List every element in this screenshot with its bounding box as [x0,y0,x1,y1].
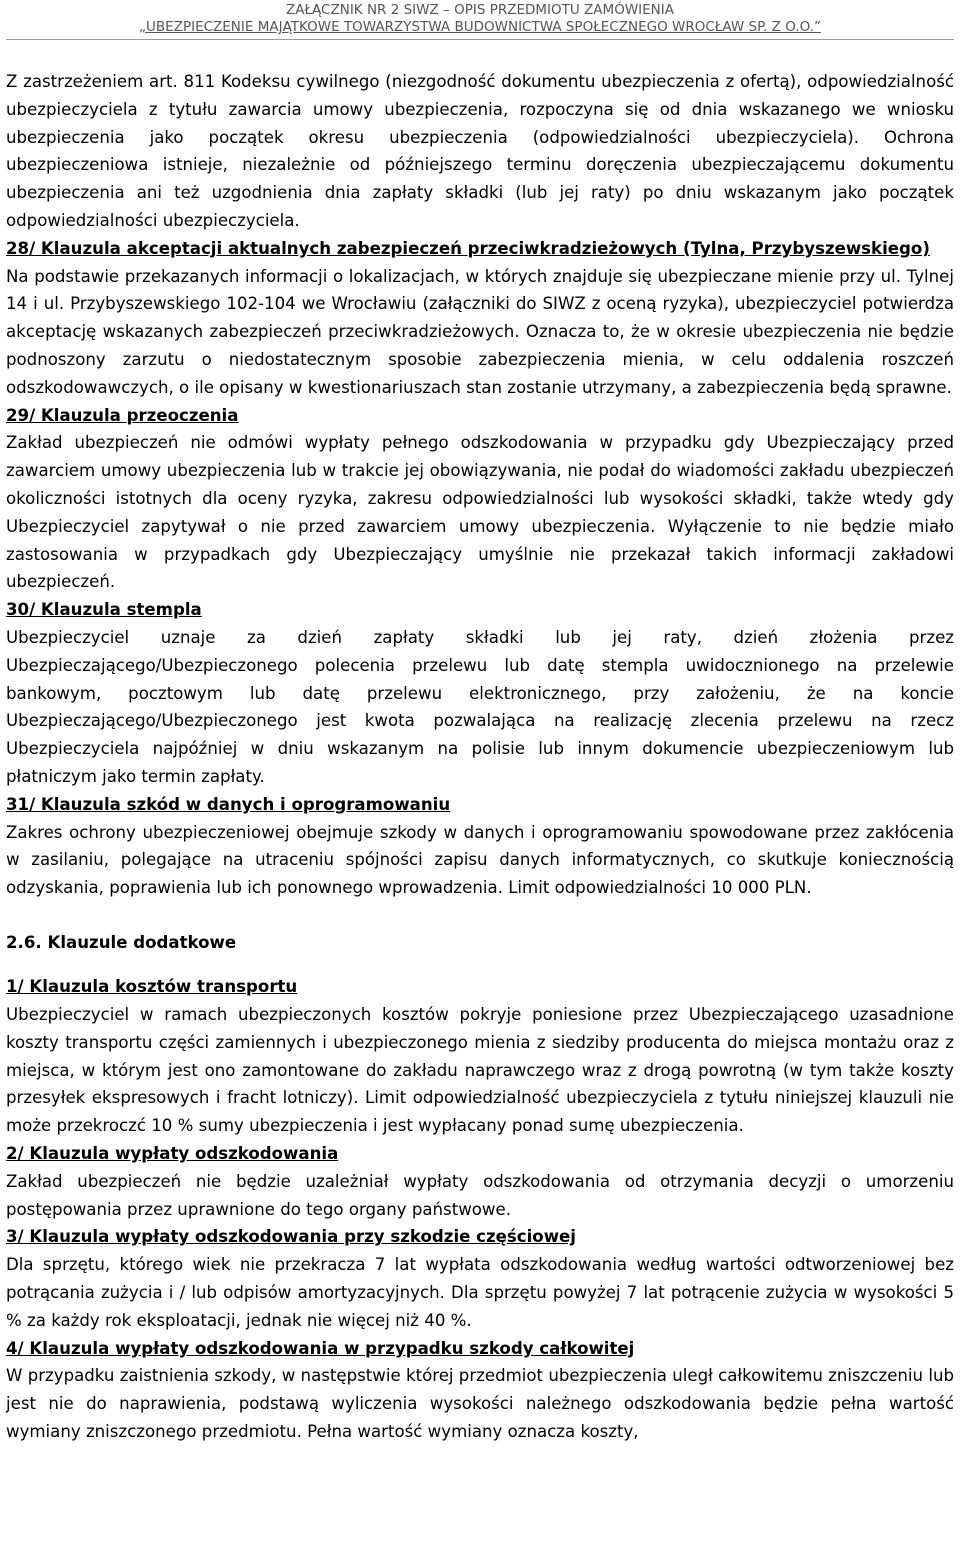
clause-30-title: 30/ Klauzula stempla [6,600,202,620]
header-subtitle-text: „UBEZPIECZENIE MAJĄTKOWE TOWARZYSTWA BUDOWNICTWA SPOŁECZNEGO WROCŁAW SP. Z O.O.” [139,19,821,35]
clause-29-title: 29/ Klauzula przeoczenia [6,405,239,425]
intro-paragraph: Z zastrzeżeniem art. 811 Kodeksu cywilnego (niezgodność dokumentu ubezpieczenia z ofertą), odpowiedzialność ubezpieczyciela z tytułu zawarcia umowy ubezpieczenia, rozpoczyna się od dnia wskazanego we wniosku ubezpieczenia jako początek okresu ubezpieczenia (odpowiedzialności ubezpieczyciela). Ochrona ubezpieczeniowa istnieje, niezależnie od późniejszego terminu doręczenia ubezpieczającemu dokumentu ubezpieczenia ani też uzgodnienia dnia zapłaty składki (lub jej raty) po dniu wskazanym jako początek odpowiedzialności ubezpieczyciela. [6,72,954,230]
clause-28-text: Na podstawie przekazanych informacji o lokalizacjach, w których znajduje się ubezpieczane mienie przy ul. Tylnej 14 i ul. Przybyszewskiego 102-104 we Wrocławiu (załączniki do SIWZ z oceną ryzyka), ubezpieczyciel potwierdza akceptację wskazanych zabezpieczeń przeciwkradzieżowych. Oznacza to, że w okresie ubezpieczenia nie będzie podnoszony zarzutu o niedostatecznym sposobie zabezpieczenia mienia, w celu oddalenia roszczeń odszkodowawczych, o ile opisany w kwestionariuszach stan zostanie utrzymany, a zabezpieczenia będą sprawne. [6,266,954,397]
clause-31-text: Zakres ochrony ubezpieczeniowej obejmuje szkody w danych i oprogramowaniu spowodowane przez zakłócenia w zasilaniu, polegające na utraceniu spójności zapisu danych informatycznych, co skutkuje koniecznością odzyskania, poprawienia lub ich ponownego wprowadzenia. Limit odpowiedzialności 10 000 PLN. [6,822,954,898]
extra-clause-1-text: Ubezpieczyciel w ramach ubezpieczonych kosztów pokryje poniesione przez Ubezpieczającego uzasadnione koszty transportu części zamiennych i ubezpieczonego mienia z siedziby producenta do miejsca montażu oraz z miejsca, w którym jest ono zamontowane do zakładu naprawczego wraz z drogą powrotną (w tym także koszty przesyłek ekspresowych i fracht lotniczy). Limit odpowiedzialność ubezpieczyciela z tytułu niniejszej klauzuli nie może przekroczć 10 % sumy ubezpieczenia i jest wypłacany ponad sumę ubezpieczenia. [6,1005,954,1136]
document-header [6,2,954,40]
document-body [6,68,954,1446]
clause-28-title: 28/ Klauzula akceptacji aktualnych zabezpieczeń przeciwkradzieżowych (Tylna, Przybyszewskiego) [6,238,930,258]
extra-clause-1-title: 1/ Klauzula kosztów transportu [6,977,298,997]
extra-clause-3-text: Dla sprzętu, którego wiek nie przekracza 7 lat wypłata odszkodowania według wartości odtworzeniowej bez potrącania zużycia i / lub odpisów amortyzacyjnych. Dla sprzętu powyżej 7 lat potrącenie zużycia w wysokości 5 % za każdy rok eksploatacji, jednak nie więcej niż 40 %. [6,1255,954,1330]
header-subtitle [6,19,954,40]
extra-clause-2-title: 2/ Klauzula wypłaty odszkodowania [6,1144,339,1164]
clause-31-title: 31/ Klauzula szkód w danych i oprogramowaniu [6,794,451,814]
extra-clause-4-text: W przypadku zaistnienia szkody, w następstwie której przedmiot ubezpieczenia uległ całkowitemu zniszczeniu lub jest nie do naprawienia, podstawą wyliczenia wysokości należnego odszkodowania będzie pełna wartość wymiany zniszczonego przedmiotu. Pełna wartość wymiany oznacza koszty, [6,1366,954,1442]
clause-30-text: Ubezpieczyciel uznaje za dzień zapłaty składki lub jej raty, dzień złożenia przez Ubezpieczającego/Ubezpieczonego polecenia przelewu lub datę stempla uwidocznionego na przelewie bankowym, pocztowym lub datę przelewu elektronicznego, przy założeniu, że na koncie Ubezpieczającego/Ubezpieczonego jest kwota pozwalająca na realizację zlecenia przelewu na rzecz Ubezpieczyciela najpóźniej w dniu wskazanym na polisie lub innym dokumencie ubezpieczeniowym lub płatniczym jako termin zapłaty. [6,627,954,786]
extra-clause-2-text: Zakład ubezpieczeń nie będzie uzależniał wypłaty odszkodowania od otrzymania decyzji o umorzeniu postępowania przez uprawnione do tego organy państwowe. [6,1171,954,1219]
header-title: ZAŁĄCZNIK NR 2 SIWZ – OPIS PRZEDMIOTU ZAMÓWIENIA [285,2,674,18]
clause-29-text: Zakład ubezpieczeń nie odmówi wypłaty pełnego odszkodowania w przypadku gdy Ubezpieczający przed zawarciem umowy ubezpieczenia lub w trakcie jej obowiązywania, nie podał do wiadomości zakładu ubezpieczeń okoliczności istotnych dla oceny ryzyka, zakresu odpowiedzialności lub wysokości składki, także wtedy gdy Ubezpieczyciel zapytywał o nie przed zawarciem umowy ubezpieczenia. Wyłączenie to nie będzie miało zastosowania w przypadkach gdy Ubezpieczający umyślnie nie przekazał takich informacji zakładowi ubezpieczeń. [6,433,954,592]
extra-clause-3-title: 3/ Klauzula wypłaty odszkodowania przy szkodzie częściowej [6,1227,576,1247]
section-title: 2.6. Klauzule dodatkowe [6,932,237,952]
extra-clause-4-title: 4/ Klauzula wypłaty odszkodowania w przypadku szkody całkowitej [6,1338,635,1358]
